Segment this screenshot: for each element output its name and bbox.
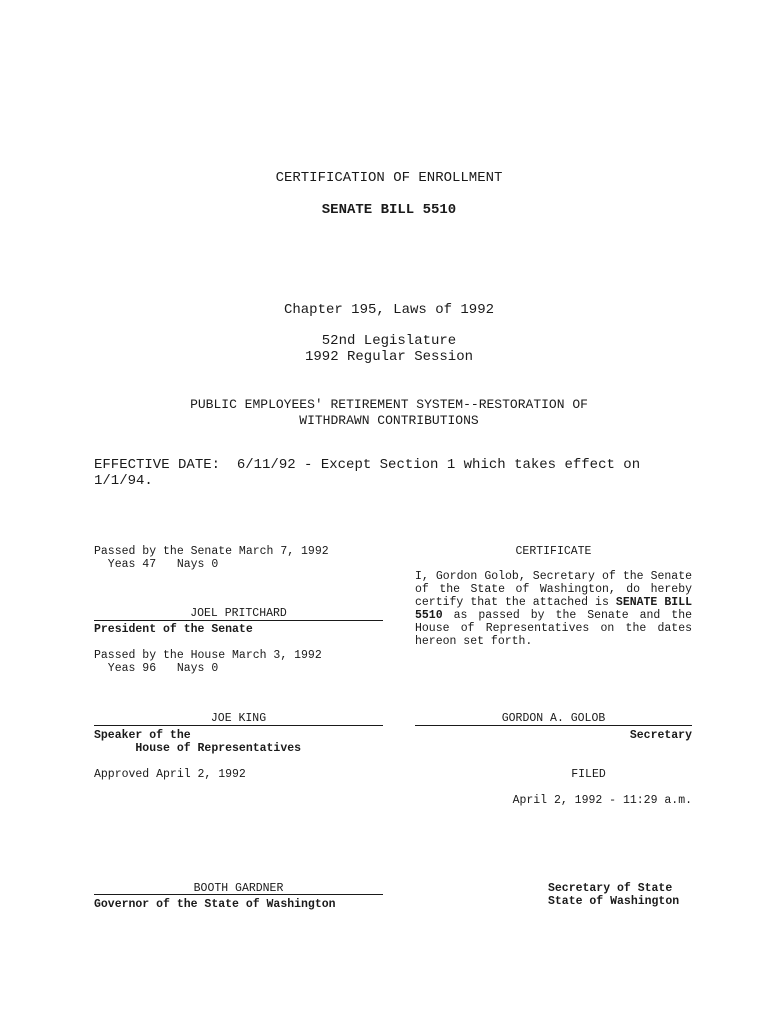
approved-date: Approved April 2, 1992 <box>94 768 246 781</box>
certification-title: CERTIFICATION OF ENROLLMENT <box>275 170 503 186</box>
president-name: JOEL PRITCHARD <box>190 607 287 620</box>
certificate-text-after: as passed by the Senate and the House of Representatives on the dates hereon set forth. <box>415 609 692 648</box>
speaker-signature-line <box>94 725 383 726</box>
certificate-text <box>415 570 692 648</box>
subject-line-1: PUBLIC EMPLOYEES' RETIREMENT SYSTEM--RESTORATION OF <box>190 397 588 412</box>
secretary-name: GORDON A. GOLOB <box>501 712 606 725</box>
filed-datetime: April 2, 1992 - 11:29 a.m. <box>512 794 692 807</box>
speaker-name: JOE KING <box>210 712 267 725</box>
effective-date-line-2: 1/1/94. <box>94 473 153 489</box>
president-signature-line <box>94 620 383 621</box>
governor-title: Governor of the State of Washington <box>94 898 336 911</box>
legislature-line: 52nd Legislature <box>321 333 457 349</box>
certificate-text-before: I, Gordon Golob, Secretary of the Senate of the State of Washington, do hereby certify that the attached is <box>415 570 692 609</box>
secretary-of-state-line-1: Secretary of State <box>548 882 673 895</box>
secretary-signature-line <box>415 725 692 726</box>
secretary-title: Secretary <box>629 729 692 742</box>
speaker-title-line-1: Speaker of the <box>94 729 191 742</box>
bill-title: SENATE BILL 5510 <box>321 202 457 218</box>
filed-label: FILED <box>571 768 606 781</box>
certificate-heading: CERTIFICATE <box>515 545 592 558</box>
house-passed: Passed by the House March 3, 1992 <box>94 649 322 662</box>
governor-signature-line <box>94 894 383 895</box>
speaker-title-line-2: House of Representatives <box>94 742 302 755</box>
senate-tally: Yeas 47 Nays 0 <box>94 558 219 571</box>
secretary-of-state-line-2: State of Washington <box>548 895 680 908</box>
senate-passed: Passed by the Senate March 7, 1992 <box>94 545 329 558</box>
president-title: President of the Senate <box>94 623 253 636</box>
house-tally: Yeas 96 Nays 0 <box>94 662 219 675</box>
chapter-line: Chapter 195, Laws of 1992 <box>283 302 495 318</box>
certificate-bill-ref: SENATE BILL 5510 <box>415 596 692 622</box>
subject-line-2: WITHDRAWN CONTRIBUTIONS <box>299 413 479 428</box>
session-line: 1992 Regular Session <box>304 349 474 365</box>
effective-date-line-1: EFFECTIVE DATE: 6/11/92 - Except Section 1 which takes effect on <box>94 457 641 473</box>
governor-name: BOOTH GARDNER <box>193 882 284 895</box>
